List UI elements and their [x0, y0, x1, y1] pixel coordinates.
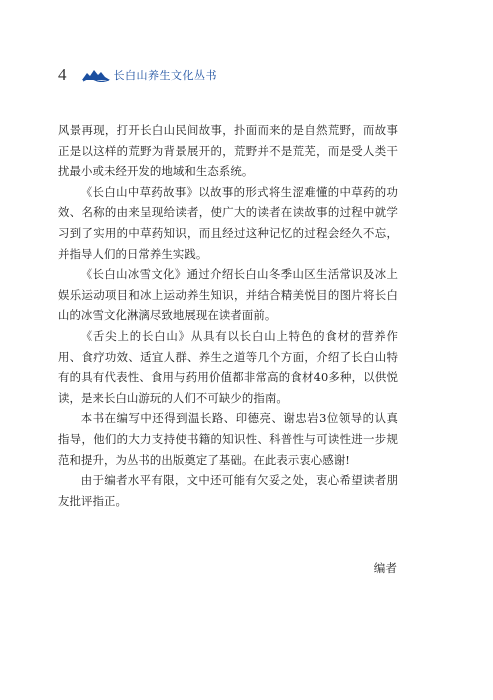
paragraph: 《长白山冰雪文化》通过介绍长白山冬季山区生活常识及冰上娱乐运动项目和冰上运动养生知识，并结合精美悦目的图片将长白山的冰雪文化淋漓尽致地展现在读者面前。 [58, 267, 398, 323]
paragraph: 风景再现，打开长白山民间故事，扑面而来的是自然荒野，而故事正是以这样的荒野为背景展开的，荒野并不是荒芜，而是受人类干扰最小或未经开发的地域和生态系统。 [58, 123, 398, 179]
paragraph: 本书在编写中还得到温长路、印德亮、谢忠岩3位领导的认真指导，他们的大力支持使书籍的知识性、科普性与可读性进一步规范和提升，为丛书的出版奠定了基础。在此表示衷心感谢! [58, 411, 398, 467]
paragraph: 由于编者水平有限，文中还可能有欠妥之处，衷心希望读者朋友批评指正。 [58, 473, 398, 508]
mountain-wave-icon [81, 68, 111, 82]
paragraph: 《长白山中草药故事》以故事的形式将生涩难懂的中草药的功效、名称的由来呈现给读者，使广大的读者在读故事的过程中就学习到了实用的中草药知识，而且经过这种记忆的过程会经久不忘，并指导人们的日常养生实践。 [58, 184, 398, 261]
author-signature: 编者 [373, 561, 397, 575]
page-number: 4 [58, 65, 67, 84]
series-title: 长白山养生文化丛书 [113, 69, 217, 82]
page-header [58, 64, 217, 86]
paragraph: 《舌尖上的长白山》从具有以长白山上特色的食材的营养作用、食疗功效、适宜人群、养生之道等几个方面，介绍了长白山特有的具有代表性、食用与药用价值都非常高的食材40多种，以供悦读，是来长白山游玩的人们不可缺少的指南。 [58, 328, 398, 405]
preface-body [58, 120, 398, 511]
